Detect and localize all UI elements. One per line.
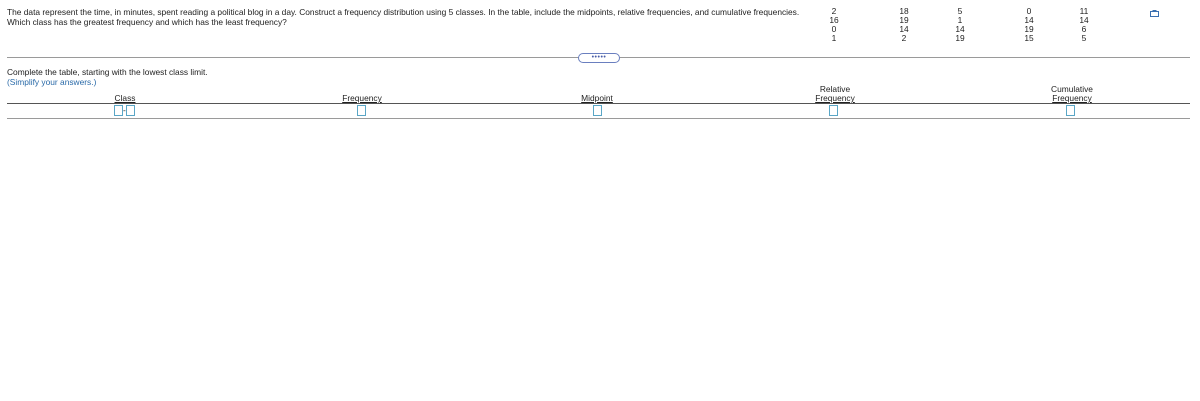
header-class [100, 94, 150, 103]
data-cell: 11 [1079, 6, 1089, 16]
data-cell: 15 [1024, 33, 1034, 43]
header-relative-line1: Relative [819, 84, 851, 94]
cumulative-frequency-input[interactable] [1066, 105, 1075, 116]
header-frequency [327, 94, 397, 103]
midpoint-input[interactable] [593, 105, 602, 116]
question-line-1: The data represent the time, in minutes, spent reading a political blog in a day. Construct a frequency distribution using 5 classes. In the table, include the midpoints, relative frequencies, and cumulative frequencies. [7, 7, 800, 17]
instructions-line-1: Complete the table, starting with the lowest class limit. [7, 67, 208, 77]
table-row-rule [7, 118, 1190, 119]
data-cell: 2 [831, 6, 837, 16]
data-cell: 6 [1081, 24, 1087, 34]
data-cell: 1 [957, 15, 963, 25]
question-line-2: Which class has the greatest frequency and which has the least frequency? [7, 17, 287, 27]
header-cumulative-line1: Cumulative [1051, 84, 1093, 94]
data-cell: 14 [1024, 15, 1034, 25]
header-class-label: Class [114, 93, 136, 103]
table-header-rule [7, 103, 1190, 104]
data-cell: 14 [899, 24, 909, 34]
data-cell: 5 [957, 6, 963, 16]
relative-frequency-input[interactable] [829, 105, 838, 116]
class-upper-limit-input[interactable] [126, 105, 135, 116]
question-text [7, 7, 799, 27]
header-relative-frequency [800, 85, 870, 103]
instructions [7, 67, 208, 87]
data-cell: 16 [829, 15, 839, 25]
data-row [800, 16, 1180, 25]
data-cell: 19 [899, 15, 909, 25]
class-lower-limit-input[interactable] [114, 105, 123, 116]
frequency-input[interactable] [357, 105, 366, 116]
header-frequency-label: Frequency [342, 93, 382, 103]
data-cell: 1 [831, 33, 837, 43]
data-cell: 14 [955, 24, 965, 34]
header-cumulative-frequency [1036, 85, 1108, 103]
data-cell: 0 [831, 24, 837, 34]
clipboard-icon[interactable] [1150, 9, 1159, 16]
data-cell: 14 [1079, 15, 1089, 25]
data-cell: 2 [901, 33, 907, 43]
expand-button[interactable]: ••••• [578, 53, 620, 63]
class-separator: - [123, 105, 126, 115]
data-cell: 5 [1081, 33, 1087, 43]
instructions-hint: (Simplify your answers.) [7, 77, 97, 87]
data-cell: 18 [899, 6, 909, 16]
header-cumulative-line2: Frequency [1052, 93, 1092, 103]
header-midpoint-label: Midpoint [581, 93, 613, 103]
data-cell: 19 [1024, 24, 1034, 34]
data-row [800, 25, 1180, 34]
data-cell: 19 [955, 33, 965, 43]
header-relative-line2: Frequency [815, 93, 855, 103]
data-row [800, 7, 1180, 16]
header-midpoint [562, 94, 632, 103]
data-row [800, 34, 1180, 43]
data-cell: 0 [1026, 6, 1032, 16]
